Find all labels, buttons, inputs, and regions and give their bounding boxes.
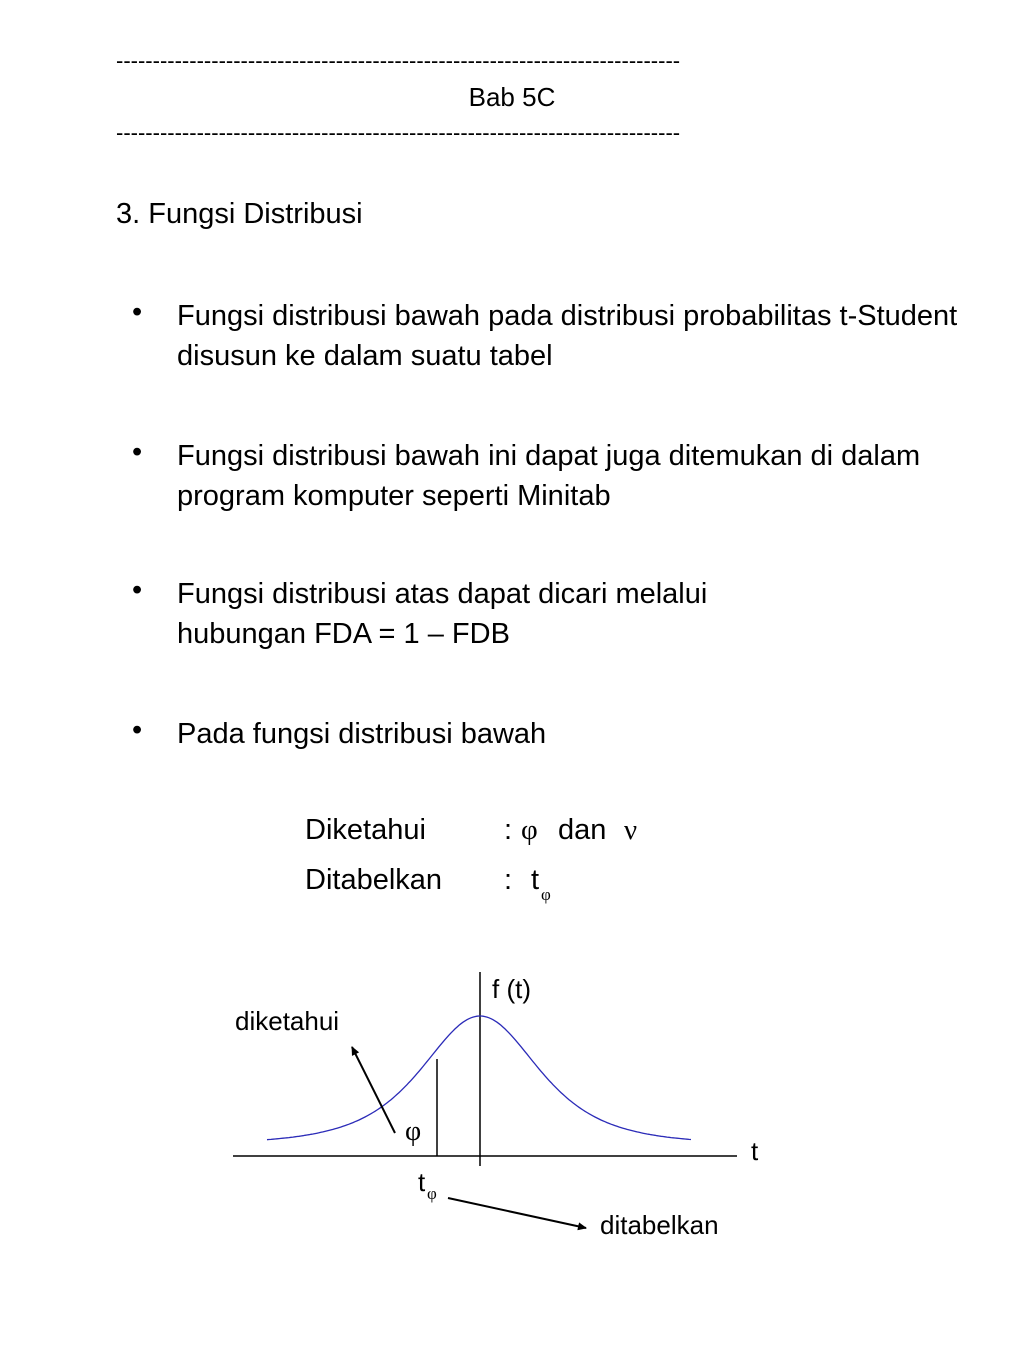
tick-t-label: t <box>418 1167 426 1197</box>
bullet-text: Fungsi distribusi bawah pada distribusi probabilitas t-Student disusun ke dalam suatu tabel <box>177 300 958 372</box>
tabulated-arrow <box>448 1198 586 1228</box>
section-title: 3. Fungsi Distribusi <box>116 198 363 230</box>
known-label: Diketahui <box>305 814 426 846</box>
chapter-title: Bab 5C <box>468 82 556 112</box>
known-colon: : <box>504 814 513 846</box>
bullet-text: Fungsi distribusi atas dapat dicari melalui hubungan FDA = 1 – FDB <box>177 578 708 650</box>
bullet-marker: • <box>132 714 143 746</box>
header-dashes-bottom: ----------------------------------------------------------------------------- <box>116 120 681 145</box>
known-nu-symbol: ν <box>624 814 638 846</box>
y-axis-label: f (t) <box>492 974 531 1004</box>
x-axis-label: t <box>751 1136 759 1166</box>
known-and: dan <box>558 814 607 846</box>
tabulated-annotation: ditabelkan <box>600 1210 719 1240</box>
header-dashes-top: ----------------------------------------------------------------------------- <box>116 48 681 73</box>
tick-subscript-phi: φ <box>427 1184 437 1203</box>
area-phi-symbol: φ <box>405 1116 422 1147</box>
tabulated-subscript-phi: φ <box>541 885 551 904</box>
tabulated-label: Ditabelkan <box>305 864 443 896</box>
bullet-text: Pada fungsi distribusi bawah <box>177 718 547 750</box>
tabulated-colon: : <box>504 864 513 896</box>
bullet-marker: • <box>132 436 143 468</box>
known-annotation: diketahui <box>235 1006 340 1036</box>
bullet-marker: • <box>132 574 143 606</box>
known-phi-symbol: φ <box>521 814 538 846</box>
bullet-marker: • <box>132 296 143 328</box>
tabulated-t: t <box>531 864 540 896</box>
bullet-text: Fungsi distribusi bawah ini dapat juga ditemukan di dalam program komputer seperti Minitab <box>177 440 921 512</box>
